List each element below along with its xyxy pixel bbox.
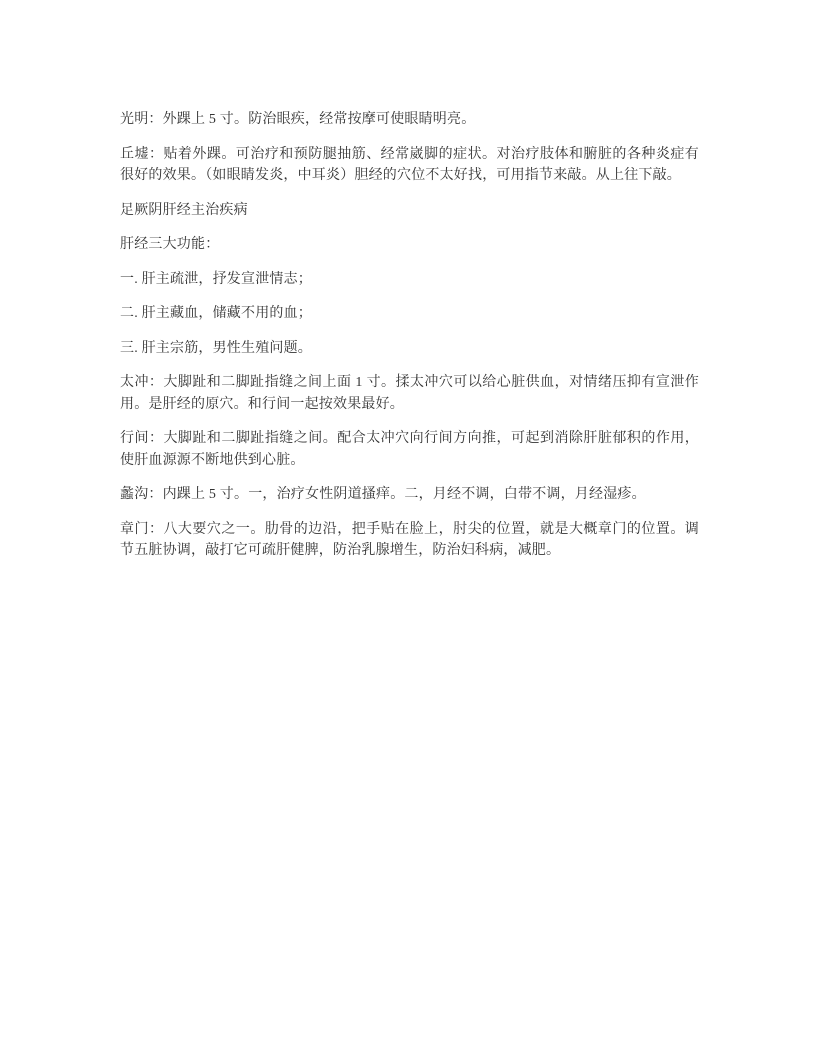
document-content: [120, 109, 699, 575]
list-item-function-2: 二. 肝主藏血，储藏不用的血；: [120, 306, 312, 321]
paragraph-qiuxu: 丘墟：贴着外踝。可治疗和预防腿抽筋、经常崴脚的症状。对治疗肢体和腑脏的各种炎症有很好的效果。（如眼睛发炎，中耳炎）胆经的穴位不太好找，可用指节来敲。从上往下敲。: [120, 146, 699, 183]
paragraph-xingjian: 行间：大脚趾和二脚趾指缝之间。配合太冲穴向行间方向推，可起到消除肝脏郁积的作用，使肝血源源不断地供到心脏。: [120, 431, 699, 468]
paragraph-guangming: 光明：外踝上 5 寸。防治眼疾，经常按摩可使眼睛明亮。: [120, 112, 476, 127]
list-item-function-1: 一. 肝主疏泄，抒发宣泄情志；: [120, 271, 312, 287]
paragraph-taichong: 太冲：大脚趾和二脚趾指缝之间上面 1 寸。揉太冲穴可以给心脏供血，对情绪压抑有宣泄作用。是肝经的原穴。和行间一起按效果最好。: [120, 375, 699, 412]
paragraph-ligou: 蠡沟：内踝上 5 寸。一，治疗女性阴道搔痒。二，月经不调，白带不调，月经湿疹。: [120, 487, 646, 502]
heading-liver-meridian: 足厥阴肝经主治疾病: [120, 202, 248, 218]
heading-liver-functions: 肝经三大功能：: [120, 237, 220, 252]
paragraph-zhangmen: 章门：八大要穴之一。肋骨的边沿，把手贴在脸上，肘尖的位置，就是大概章门的位置。调节五脏协调，敲打它可疏肝健脾，防治乳腺增生，防治妇科病，减肥。: [120, 521, 699, 558]
list-item-function-3: 三. 肝主宗筋，男性生殖问题。: [120, 340, 312, 356]
